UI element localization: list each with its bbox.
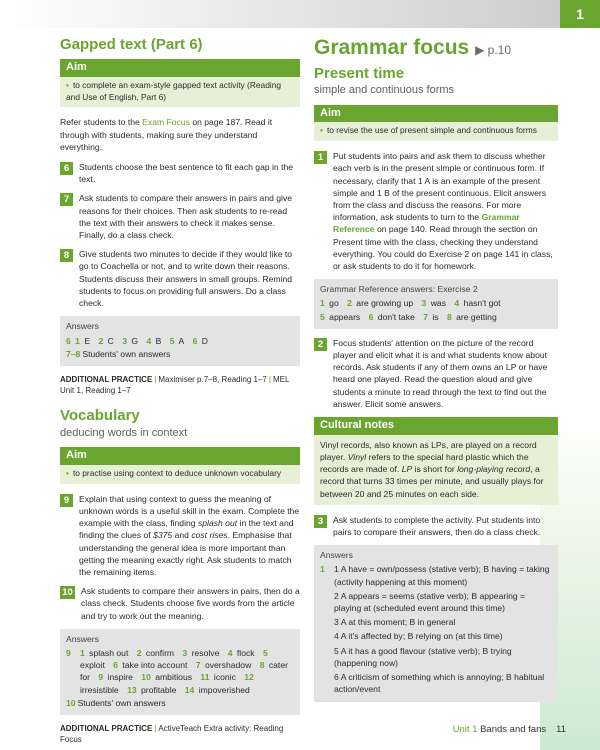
answer-item: 3 resolve xyxy=(182,648,220,658)
answers-heading: Answers xyxy=(320,550,353,561)
vocab-answers-box xyxy=(60,629,300,715)
grammar-title: Grammar focus xyxy=(314,36,470,59)
step-text: Focus students' attention on the picture of the record player and elicit what it is and what students know about records. Ask students if any of them owns an LP or have heard one played. Read the question aloud and give students a minute to read through the text to find out the answer. Elicit some answers. xyxy=(333,337,548,409)
page-ref[interactable] xyxy=(475,43,511,57)
page-footer xyxy=(453,723,566,736)
answer-item: 9 inspire xyxy=(98,672,133,683)
grammar-focus-heading xyxy=(314,36,558,59)
present-time-heading: Present time xyxy=(314,65,405,83)
bullet-icon: • xyxy=(66,467,69,478)
answer-items xyxy=(75,336,214,346)
step-10 xyxy=(60,585,300,622)
answer-item: 6 D xyxy=(192,335,208,346)
step-number: 7 xyxy=(60,193,73,206)
gapped-intro xyxy=(60,116,300,153)
step-6 xyxy=(60,161,300,185)
right-column xyxy=(314,36,558,710)
answer-exercise-number: 1 xyxy=(320,564,325,575)
intro-text-2: on page 187. Read it through with students, making sure they understand everything. xyxy=(60,117,273,152)
step-number: 10 xyxy=(60,586,75,599)
answers-row-7-8 xyxy=(66,348,294,360)
answer-item: 1 go xyxy=(320,298,339,309)
aim-text: to practise using context to deduce unknown vocabulary xyxy=(72,467,282,478)
gapped-answers-box xyxy=(60,316,300,366)
answer-item: 4 hasn't got xyxy=(454,298,501,309)
answer-item: 5 appears xyxy=(320,311,361,322)
answer-line: 1 A have = own/possess (stative verb); B having = taking (activity happening at this moment) xyxy=(334,564,550,587)
answers-row-10 xyxy=(66,697,294,709)
grammar-step-1 xyxy=(314,150,558,272)
vocabulary-subtitle: deducing words in context xyxy=(60,426,188,439)
step-8 xyxy=(60,248,300,309)
answer-item: 4 flock xyxy=(227,648,255,658)
answer-item: 8 are getting xyxy=(446,311,497,322)
additional-label: ADDITIONAL PRACTICE xyxy=(60,724,153,734)
answers-line xyxy=(320,311,552,323)
step-text: Explain that using context to guess the meaning of unknown words is a useful skill in the exam. Complete the example with the class, finding splash out in the text and finding the clues of $375 and cost rises. Emphasise that understanding the general idea is more important than getting the meaning exactly right. Ask students to match the remaining items. xyxy=(79,493,300,577)
step-number: 1 xyxy=(314,151,327,164)
answer-item: 3 was xyxy=(421,298,446,309)
answer-line: 2 A appears = seems (stative verb); B appearing = playing at (scheduled event around this time) xyxy=(334,590,526,613)
answer-items xyxy=(80,647,294,696)
answer-item: 14 impoverished xyxy=(184,684,250,695)
additional-part: Maximiser p.7–8, Reading 1–7 xyxy=(158,374,267,384)
aim-body xyxy=(314,122,558,141)
aim-body xyxy=(60,465,300,484)
additional-practice-gapped: ADDITIONAL PRACTICE | Maximiser p.7–8, Reading 1–7 | MEL Unit 1, Reading 1–7 xyxy=(60,374,290,396)
grammar-reference-link[interactable]: Grammar Reference xyxy=(333,212,520,235)
answer-item: 7 overshadow xyxy=(195,660,252,671)
vocab-aim-box xyxy=(60,447,300,484)
answer-item: 10 ambitious xyxy=(141,672,193,683)
answer-item: 6 don't take xyxy=(368,311,415,322)
step-number: 2 xyxy=(314,338,327,351)
aim-label: Aim xyxy=(60,59,300,77)
answer-item: 5 exploit xyxy=(80,648,268,671)
bullet-icon: • xyxy=(66,79,69,90)
additional-label: ADDITIONAL PRACTICE xyxy=(60,374,153,384)
answers-heading: Answers xyxy=(66,321,99,332)
answer-item: 2 C xyxy=(98,335,114,346)
additional-part: ActiveTeach Extra activity: Reading Focus xyxy=(60,724,284,745)
answer-item: 7 is xyxy=(423,311,439,322)
cultural-notes-label: Cultural notes xyxy=(314,417,558,435)
gapped-aim-box xyxy=(60,59,300,107)
top-banner xyxy=(0,0,600,28)
unit-tab: 1 xyxy=(560,0,600,28)
answer-item: 4 B xyxy=(146,335,162,346)
answer-item: 3 G xyxy=(122,335,139,346)
grammar-step-2 xyxy=(314,337,558,410)
cultural-notes-text: Vinyl records, also known as LPs, are played on a record player. Vinyl refers to the special hard plastic which the records are made of. LP is short for long-playing record, a record that turns 33 times per minute, and usually plays for between 20 and 25 minutes on each side. xyxy=(320,439,544,499)
page-ref-text: p.10 xyxy=(487,43,512,57)
step-number: 9 xyxy=(60,494,73,507)
answer-item: 8 cater for xyxy=(80,660,288,683)
answers-heading: Answers xyxy=(66,633,99,644)
step-number: 8 xyxy=(60,249,73,262)
answer-exercise-number: 10 xyxy=(66,697,76,708)
footer-unit-title: Bands and fans xyxy=(480,724,547,735)
answer-item: 13 profitable xyxy=(127,684,177,695)
answers-line xyxy=(320,297,552,309)
step-text: Put students into pairs and ask them to discuss whether each verb is in the present simple or continuous form. If necessary, clarify that 1 A is an example of the present simple and 1 B of the present continuous. Elicit answers from the class and discuss the reasons. For more information, ask students to turn to the Grammar Reference on page 140. Read through the section on Present time with the class, checking they understand everything. You could do Exercise 2 on page 141 in class, or ask students to do it for homework. xyxy=(333,151,553,272)
answer-item: 2 confirm xyxy=(136,648,175,658)
aim-body xyxy=(60,77,300,108)
answers-heading: Grammar Reference answers: Exercise 2 xyxy=(320,284,478,295)
present-time-subtitle: simple and continuous forms xyxy=(314,84,455,97)
bullet-icon: • xyxy=(320,125,323,136)
answer-item: 1 E xyxy=(75,335,91,346)
exam-focus-link[interactable]: Exam Focus xyxy=(142,117,190,128)
answer-exercise-number: 9 xyxy=(66,648,71,658)
answer-text: Students' own answers xyxy=(77,697,166,708)
grammar-answers-box xyxy=(314,545,558,702)
answers-row-6 xyxy=(66,335,294,347)
answer-item: 1 splash out xyxy=(80,648,129,658)
gapped-text-heading: Gapped text (Part 6) xyxy=(60,36,203,53)
aim-label: Aim xyxy=(60,447,300,465)
step-text: Give students two minutes to decide if they would like to go to Coachella or not, and to write down their reasons. Students discuss their answers in small groups. Remind students to focus on providing full answers. Do a class check. xyxy=(79,249,293,309)
answer-text: Students' own answers xyxy=(82,348,171,359)
aim-label: Aim xyxy=(314,105,558,123)
additional-practice-vocab: ADDITIONAL PRACTICE | ActiveTeach Extra activity: Reading Focus xyxy=(60,724,284,745)
grammar-reference-answers xyxy=(314,279,558,329)
left-column xyxy=(60,36,300,750)
answer-line: 4 A it's affected by; B relying on (at this time) xyxy=(334,631,503,642)
answer-item: 11 iconic xyxy=(200,672,236,683)
footer-unit: Unit 1 xyxy=(452,724,478,735)
answer-item: 6 take into account xyxy=(113,660,188,671)
answer-exercise-number: 6 xyxy=(66,335,71,346)
additional-part: MEL Unit 1, Reading 1–7 xyxy=(60,374,290,396)
step-7 xyxy=(60,192,300,241)
grammar-aim-box xyxy=(314,105,558,142)
answer-line: 6 A criticism of something which is annoying; B habitual action/event xyxy=(334,671,545,695)
intro-text: Refer students to the xyxy=(60,117,143,128)
aim-text: to revise the use of present simple and continuous forms xyxy=(326,125,537,136)
step-9 xyxy=(60,493,300,578)
arrow-right-icon: ▶ xyxy=(475,43,485,57)
answer-item: 2 are growing up xyxy=(347,298,414,309)
answer-exercise-number: 7–8 xyxy=(66,348,81,359)
answer-item: 5 A xyxy=(169,335,185,346)
vocabulary-heading: Vocabulary xyxy=(60,406,140,424)
answer-item: 12 irresistible xyxy=(80,672,254,695)
grammar-step-3 xyxy=(314,514,558,538)
step-text: Ask students to compare their answers in pairs and give reasons for their choices. Then ask students to re-read the text with their answers to check it makes sense. Finally, do a class check. xyxy=(79,193,293,241)
step-text: Ask students to compare their answers in pairs, then do a class check. Students choose five words from the article and try to work out the meaning. xyxy=(81,586,300,621)
answer-line: 3 A at this moment; B in general xyxy=(334,617,456,628)
page-number: 11 xyxy=(556,724,566,735)
step-number: 3 xyxy=(314,515,327,528)
step-text: Ask students to complete the activity. Put students into pairs to compare their answers, then do a class check. xyxy=(333,514,541,537)
cultural-notes-box xyxy=(314,417,558,505)
answers-row-9 xyxy=(66,647,294,696)
answers-row-1 xyxy=(320,563,552,697)
step-number: 6 xyxy=(60,162,73,175)
answer-line: 5 A it has a good flavour (stative verb); B trying (happening now) xyxy=(334,645,512,668)
aim-text: to complete an exam-style gapped text activity (Reading and Use of English, Part 6) xyxy=(66,79,282,102)
step-text: Students choose the best sentence to fit each gap in the text. xyxy=(79,162,294,185)
